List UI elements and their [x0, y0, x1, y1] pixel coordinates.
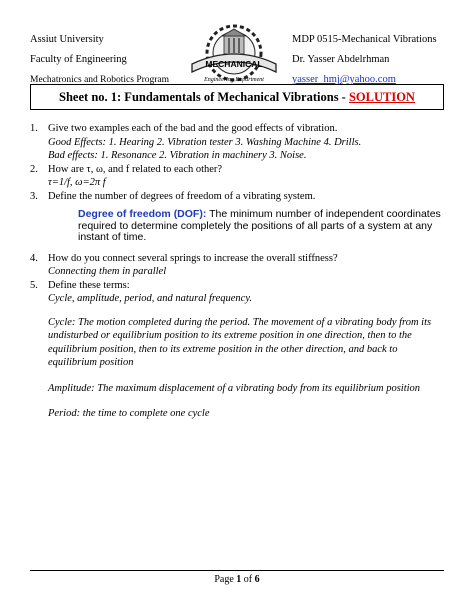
question-number: 3.	[30, 190, 38, 202]
university-name: Assiut University	[30, 34, 104, 45]
question-1	[30, 122, 444, 136]
cycle-definition: Cycle: The motion completed during the period. The movement of a vibrating body from its undisturbed or equilibrium position to its extreme position in one direction, then to the equilibrium position, then to its extreme position in the other direction, and back to equilibrium position	[48, 316, 432, 368]
question-text: Give two examples each of the bad and the good effects of vibration.	[48, 123, 338, 134]
sheet-title-main: Sheet no. 1: Fundamentals of Mechanical Vibrations -	[59, 90, 349, 104]
page-footer	[0, 574, 474, 585]
building-icon	[222, 29, 246, 54]
dof-term: Degree of freedom (DOF):	[78, 208, 207, 220]
sheet-title	[30, 85, 444, 110]
answer-springs: Connecting them in parallel	[48, 266, 167, 277]
logo-bottom-text: Engineering Department	[204, 77, 264, 83]
question-number: 5.	[30, 279, 38, 291]
instructor-name: Dr. Yasser Abdelrhman	[292, 54, 390, 65]
solution-label: SOLUTION	[348, 90, 415, 104]
current-page: 1	[236, 574, 242, 585]
question-3	[30, 190, 444, 204]
amplitude-definition: Amplitude: The maximum displacement of a vibrating body from its equilibrium position	[48, 382, 421, 394]
sheet-content	[30, 122, 444, 421]
question-text: Define the number of degrees of freedom of a vibrating system.	[48, 190, 316, 202]
header-left	[30, 30, 169, 90]
department-logo	[180, 20, 288, 86]
answer-bad-effects: Bad effects: 1. Resonance 2. Vibration in machinery 3. Noise.	[48, 150, 307, 161]
question-text: How do you connect several springs to increase the overall stiffness?	[48, 252, 338, 264]
question-5	[30, 279, 444, 293]
answer-relation: τ=1/f, ω=2π f	[48, 177, 106, 188]
program-name: Mechatronics and Robotics Program	[30, 75, 170, 85]
email-link[interactable]: yasser_hmj@yahoo.com	[292, 74, 396, 85]
question-number: 2.	[30, 163, 38, 175]
footer-prefix: Page	[214, 574, 237, 585]
footer-rule	[30, 570, 444, 571]
question-text: Define these terms:	[48, 279, 130, 291]
faculty-name: Faculty of Engineering	[30, 54, 127, 65]
question-number: 1.	[30, 123, 38, 134]
answer-terms: Cycle, amplitude, period, and natural frequency.	[48, 293, 253, 304]
answer-good-effects: Good Effects: 1. Hearing 2. Vibration tester 3. Washing Machine 4. Drills.	[48, 136, 362, 148]
total-pages: 6	[254, 574, 260, 585]
course-name: MDP 0515-Mechanical Vibrations	[292, 34, 437, 45]
question-text: How are τ, ω, and f related to each other?	[48, 163, 223, 175]
dof-text: The minimum number of independent coordinates required to determine completely the positions of all parts of a system at any instant of time.	[78, 208, 441, 243]
header-right	[292, 30, 437, 90]
period-definition: Period: the time to complete one cycle	[48, 408, 210, 419]
footer-middle: of	[241, 574, 255, 585]
question-number: 4.	[30, 252, 38, 264]
question-2	[30, 163, 444, 177]
dof-definition	[78, 209, 444, 244]
logo-top-text: MECHANICAL	[205, 59, 263, 69]
question-4	[30, 252, 444, 266]
